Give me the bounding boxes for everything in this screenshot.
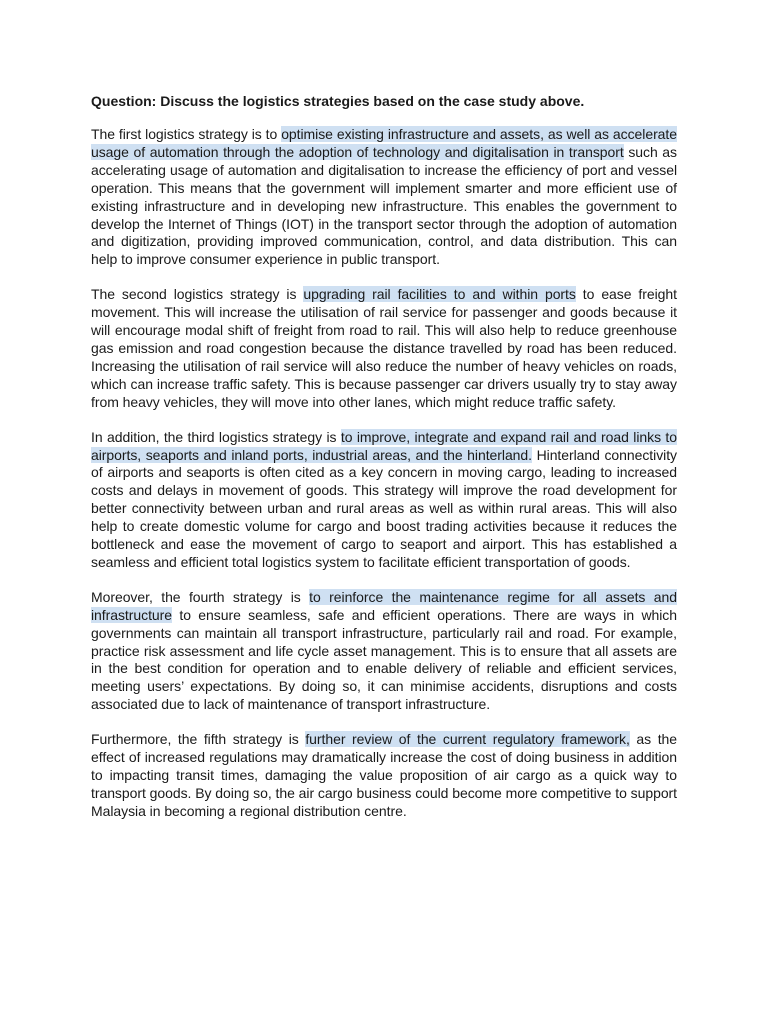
paragraph-text: In addition, the third logistics strategy is [91, 428, 341, 445]
document-page [91, 92, 677, 838]
paragraph-text: such as accelerating usage of automation and digitalisation to increase the efficiency of port and vessel operation. This means that the government will implement smarter and more efficient use of existing infrastructure and in developing new infrastructure. This enables the government to develop the Internet of Things (IOT) in the transport sector through the adoption of automation and digitization, providing improved communication, control, and data distribution. This can help to improve consumer experience in public transport. [91, 143, 677, 268]
highlighted-text: to reinforce the maintenance regime for all assets and infrastructure [91, 588, 677, 623]
paragraph-text: Furthermore, the fifth strategy is [91, 731, 306, 748]
paragraph-text: to ensure seamless, safe and efficient operations. There are ways in which governments can maintain all transport infrastructure, particularly rail and road. For example, practice risk assessment and life cycle asset management. This is to ensure that all assets are in the best condition for operation and to enable delivery of reliable and efficient services, meeting users’ expectations. By doing so, it can minimise accidents, disruptions and costs associated due to lack of maintenance of transport infrastructure. [91, 606, 677, 713]
paragraph-strategy-3 [91, 429, 677, 572]
paragraph-strategy-5 [91, 731, 677, 821]
paragraph-strategy-4 [91, 589, 677, 714]
paragraph-text: as the effect of increased regulations may dramatically increase the cost of doing business in addition to impacting transit times, damaging the value proposition of air cargo as a quick way to transport goods. By doing so, the air cargo business could become more competitive to support Malaysia in becoming a regional distribution centre. [91, 731, 678, 819]
highlighted-text: further review of the current regulatory framework, [305, 731, 630, 748]
highlighted-text: optimise existing infrastructure and assets, as well as accelerate usage of automation through the adoption of technology and digitalisation in transport [91, 126, 677, 160]
paragraph-text: Hinterland connectivity of airports and seaports is often cited as a key concern in moving cargo, leading to increased costs and delays in movement of goods. This strategy will improve the road development for better connectivity between urban and rural areas as well as within rural areas. This will also help to create domestic volume for cargo and boost trading activities because it reduces the bottleneck and ease the movement of cargo to seaport and airport. This has established a seamless and efficient total logistics system to facilitate efficient transportation of goods. [91, 446, 677, 570]
highlighted-text: upgrading rail facilities to and within ports [303, 286, 576, 303]
paragraph-strategy-1 [91, 126, 677, 269]
highlighted-text: to improve, integrate and expand rail and road links to airports, seaports and inland ports, industrial areas, and the hinterland. [91, 428, 677, 463]
paragraph-text: to ease freight movement. This will increase the utilisation of rail service for passenger and goods because it will encourage modal shift of freight from road to rail. This will also help to reduce greenhouse gas emission and road congestion because the distance travelled by road has been reduced. Increasing the utilisation of rail service will also reduce the number of heavy vehicles on roads, which can increase traffic safety. This is because passenger car drivers usually try to stay away from heavy vehicles, they will move into other lanes, which might reduce traffic safety. [91, 286, 677, 410]
paragraph-text: The second logistics strategy is [91, 286, 304, 303]
paragraph-strategy-2 [91, 286, 677, 411]
paragraph-text: Moreover, the fourth strategy is [91, 588, 310, 605]
paragraph-text: The first logistics strategy is to [91, 126, 282, 142]
question-heading: Question: Discuss the logistics strategies based on the case study above. [91, 93, 585, 109]
